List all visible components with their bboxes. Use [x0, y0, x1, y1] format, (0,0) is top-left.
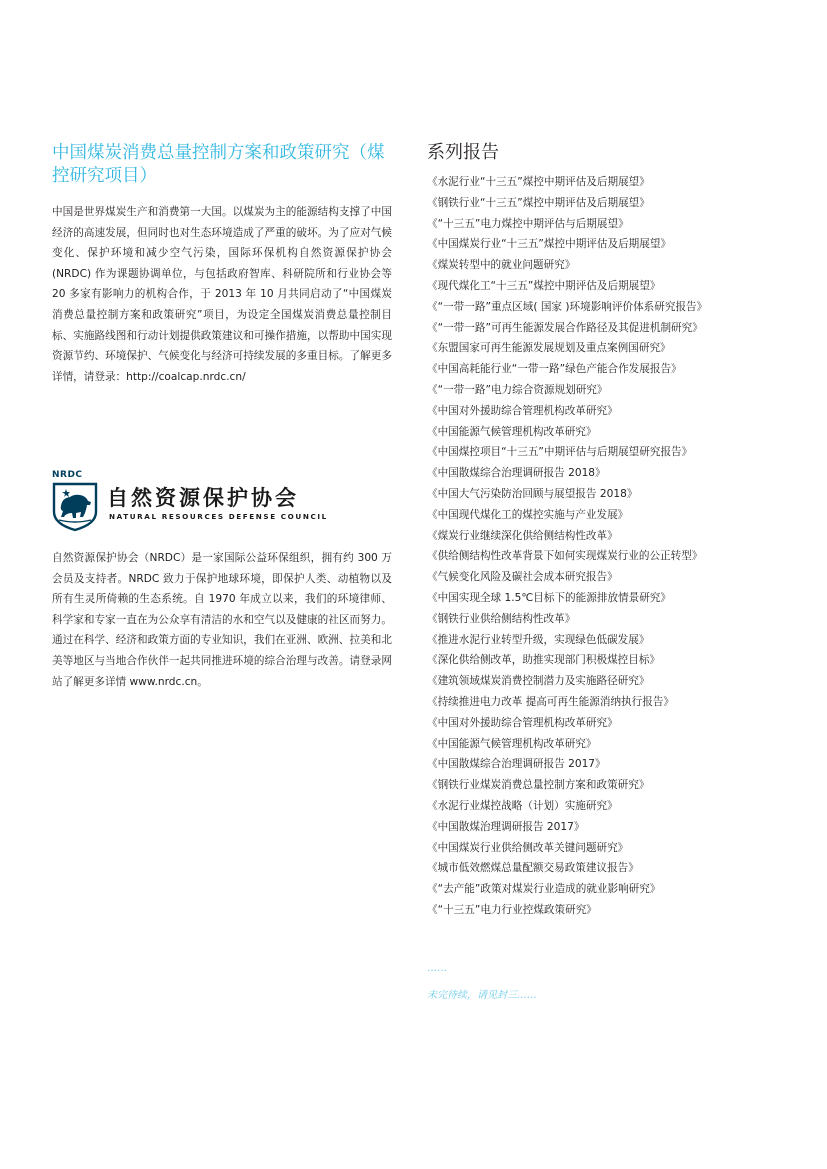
project-section — [52, 142, 392, 387]
report-item: 《中国散煤综合治理调研报告 2017》 — [427, 758, 606, 771]
report-item: 《现代煤化工“十三五”煤控中期评估及后期展望》 — [427, 279, 661, 292]
report-item: 《“一带一路”重点区域( 国家 )环境影响评价体系研究报告》 — [427, 300, 708, 313]
report-item: 《水泥行业“十三五”煤控中期评估及后期展望》 — [427, 176, 650, 188]
report-list — [427, 172, 777, 921]
project-title: 中国煤炭消费总量控制方案和政策研究（煤控研究项目） — [52, 143, 385, 186]
report-item: 《中国能源气候管理机构改革研究》 — [427, 737, 597, 750]
report-item: 《持续推进电力改革 提高可再生能源消纳执行报告》 — [427, 695, 675, 708]
continued-note: 未完待续，请见封三…… — [427, 990, 537, 1001]
report-item: 《中国散煤治理调研报告 2017》 — [427, 820, 585, 833]
report-item: 《推进水泥行业转型升级，实现绿色低碳发展》 — [427, 633, 650, 646]
logo-abbreviation: NRDC — [52, 470, 83, 480]
nrdc-description: 自然资源保护协会（NRDC）是一家国际公益环保组织，拥有约 300 万会员及支持者。NRDC 致力于保护地球环境，即保护人类、动植物以及所有生灵所倚赖的生态系统。自 1970 年成立以来，我们的环境律师、科学家和专家一直在为公众享有清洁的水和空气以及健康的社区而努力。通过在科学、经济和政策方面的专业知识，我们在亚洲、欧洲、拉美和北美等地区与当地合作伙伴一起共同推进环境的综合治理与改善。请登录网站了解更多详情 www.nrdc.cn。 — [52, 552, 392, 688]
report-item: 《中国散煤综合治理调研报告 2018》 — [427, 467, 606, 480]
report-item: 《煤炭行业继续深化供给侧结构性改革》 — [427, 529, 618, 542]
report-item: 《钢铁行业“十三五”煤控中期评估及后期展望》 — [427, 196, 650, 209]
series-section — [427, 140, 777, 921]
report-item: 《中国煤炭行业供给侧改革关键问题研究》 — [427, 841, 629, 854]
logo-english-name: NATURAL RESOURCES DEFENSE COUNCIL — [109, 512, 328, 521]
report-item: 《东盟国家可再生能源发展规划及重点案例国研究》 — [427, 342, 671, 355]
report-item: 《供给侧结构性改革背景下如何实现煤炭行业的公正转型》 — [427, 550, 703, 563]
report-item: 《深化供给侧改革，助推实现部门积极煤控目标》 — [427, 654, 661, 667]
report-item: 《中国现代煤化工的煤控实施与产业发展》 — [427, 508, 629, 521]
report-item: 《中国对外援助综合管理机构改革研究》 — [427, 716, 618, 729]
report-item: 《水泥行业煤控战略（计划）实施研究》 — [427, 799, 618, 812]
report-item: 《中国对外援助综合管理机构改革研究》 — [427, 404, 618, 417]
report-item: 《中国煤控项目“十三五”中期评估与后期展望研究报告》 — [427, 446, 693, 459]
report-item: 《“十三五”电力煤控中期评估与后期展望》 — [427, 217, 629, 230]
report-item: 《煤炭转型中的就业问题研究》 — [427, 259, 576, 272]
nrdc-logo — [52, 472, 392, 534]
report-item: 《中国能源气候管理机构改革研究》 — [427, 425, 597, 438]
report-item: 《钢铁行业煤炭消费总量控制方案和政策研究》 — [427, 779, 650, 792]
series-title: 系列报告 — [427, 142, 499, 163]
project-description: 中国是世界煤炭生产和消费第一大国。以煤炭为主的能源结构支撑了中国经济的高速发展，但同时也对生态环境造成了严重的破坏。为了应对气候变化、保护环境和减少空气污染，国际环保机构自然资源保护协会 (NRDC) 作为课题协调单位，与包括政府智库、科研院所和行业协会等 20 多家有影响力的机构合作，于 2013 年 10 月共同启动了“中国煤炭消费总量控制方案和政策研究”项目，为设定全国煤炭消费总量控制目标、实施路线图和行动计划提供政策建议和可操作措施，以帮助中国实现资源节约、环境保护、气候变化与经济可持续发展的多重目标。了解更多详情，请登录：http://coalcap.nrdc.cn/ — [52, 206, 392, 383]
ellipsis-text: …… — [427, 963, 447, 974]
report-item: 《中国高耗能行业“一带一路”绿色产能合作发展报告》 — [427, 363, 682, 376]
report-item: 《“一带一路”可再生能源发展合作路径及其促进机制研究》 — [427, 321, 703, 334]
polar-bear-shield-icon — [52, 472, 98, 532]
report-item: 《中国实现全球 1.5℃目标下的能源排放情景研究》 — [427, 591, 671, 604]
report-item: 《气候变化风险及碳社会成本研究报告》 — [427, 571, 618, 584]
report-item: 《中国大气污染防治回顾与展望报告 2018》 — [427, 487, 638, 500]
report-item: 《“十三五”电力行业控煤政策研究》 — [427, 903, 597, 916]
report-item: 《钢铁行业供给侧结构性改革》 — [427, 612, 576, 625]
logo-chinese-name: 自然资源保护协会 — [107, 486, 299, 510]
report-item: 《城市低效燃煤总量配额交易政策建议报告》 — [427, 862, 639, 875]
report-item: 《“去产能”政策对煤炭行业造成的就业影响研究》 — [427, 883, 661, 896]
report-item: 《“一带一路”电力综合资源规划研究》 — [427, 383, 608, 396]
report-item: 《建筑领域煤炭消费控制潜力及实施路径研究》 — [427, 675, 650, 688]
report-item: 《中国煤炭行业“十三五”煤控中期评估及后期展望》 — [427, 238, 672, 251]
